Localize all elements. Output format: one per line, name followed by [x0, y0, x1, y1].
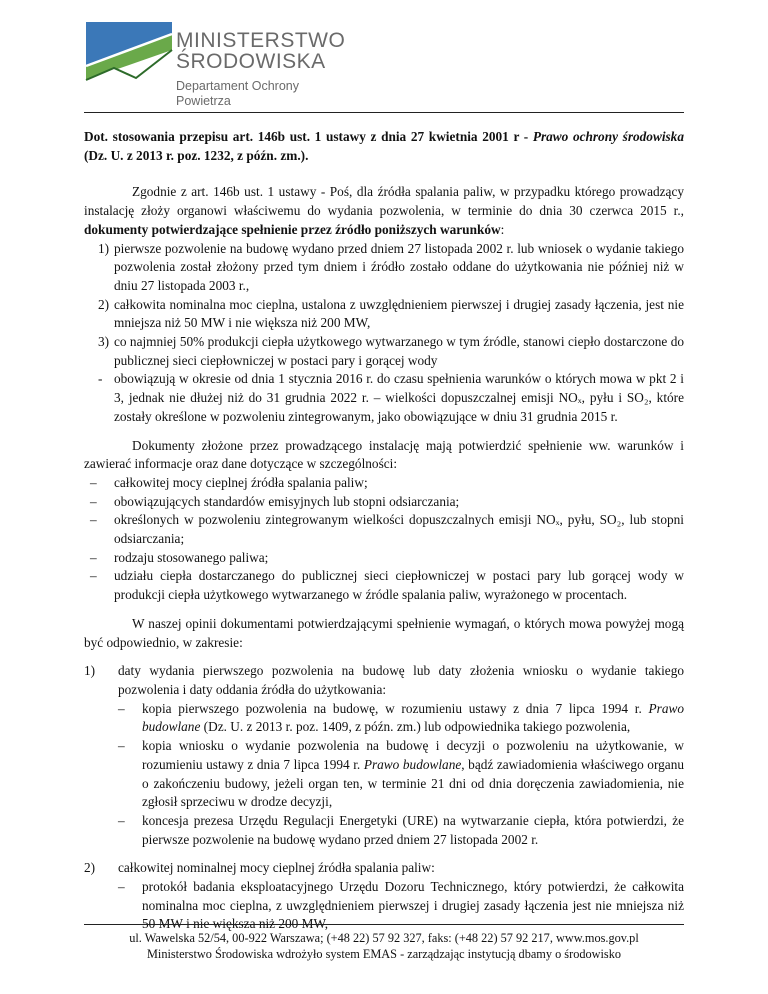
- documents-intro: Dokumenty złożone przez prowadzącego instalację mają potwierdzić spełnienie ww. warunków i zawierać informacje oraz dane dotyczące w szczególności:: [84, 437, 684, 472]
- list-item: [84, 549, 684, 568]
- list-item: [118, 700, 684, 737]
- intro-bold-text: dokumenty potwierdzające spełnienie przez źródło poniższych warunków: [84, 221, 501, 237]
- dash-marker: –: [90, 512, 97, 528]
- dash-marker: –: [90, 474, 97, 490]
- footer: [60, 930, 708, 962]
- act-title: Prawo budowlane: [363, 756, 462, 772]
- subject-text: Dot. stosowania przepisu art. 146b ust. 1 ustawy z dnia 27 kwietnia 2001 r -: [84, 129, 533, 144]
- intro-text: Zgodnie z art. 146b ust. 1 ustawy - Poś, dla źródła spalania paliw, w przypadku którego prowadzący instalację złoży organowi właściwemu do wydania pozwolenia, w terminie do dnia 30 czerwca 2015 r.,: [84, 184, 684, 219]
- list-item-text: udziału ciepła dostarczanego do publicznej sieci ciepłowniczej w postaci pary lub gorącej wody w produkcji ciepła użytkowego wytwarzanego w źródle spalania paliw, wyrażonego w procentach.: [114, 568, 684, 603]
- section-marker: 2): [84, 860, 96, 876]
- header-divider: [84, 112, 684, 113]
- list-item-text: określonych w pozwoleniu zintegrowanym wielkości dopuszczalnych emisji NOₓ, pyłu, SO₂, lub stopni odsiarczania;: [114, 512, 684, 547]
- list-item-text: kopia pierwszego pozwolenia na budowę, w rozumieniu ustawy z dnia 7 lipca 1994 r.: [142, 700, 649, 716]
- section-1-list: [118, 700, 684, 850]
- footer-address: ul. Wawelska 52/54, 00-922 Warszawa; (+48 22) 57 92 327, faks: (+48 22) 57 92 217, www.mos.gov.pl: [129, 931, 639, 945]
- list-item: [84, 240, 684, 296]
- list-item-text: kopia wniosku o wydanie pozwolenia na budowę i decyzji o pozwoleniu na użytkowanie, w rozumieniu ustawy z dnia 7 lipca 1994 r.: [142, 738, 684, 772]
- list-item: [84, 511, 684, 548]
- brand-block: [176, 30, 345, 109]
- list-item-text: całkowitej mocy cieplnej źródła spalania paliw;: [114, 474, 368, 490]
- org-name-line1: MINISTERSTWO: [176, 29, 346, 52]
- list-marker: 2): [98, 296, 110, 312]
- list-item: [84, 474, 684, 493]
- list-item-text: całkowita nominalna moc cieplna, ustalona z uwzględnieniem pierwszej i drugiej zasady łączenia, jest nie mniejsza niż 50 MW i nie większa niż 200 MW,: [114, 296, 684, 331]
- dash-marker: –: [118, 700, 125, 716]
- list-item-text: obowiązują w okresie od dnia 1 stycznia 2016 r. do czasu spełnienia warunków o których mowa w pkt 2 i 3, jednak nie dłużej niż do 31 grudnia 2022 r. – wielkości dopuszczalnej emisji NOₓ, pyłu i SO₂, które zostały określone w pozwoleniu zintegrowanym, jako obowiązujące w dniu 31 grudnia 2015 r.: [114, 371, 684, 424]
- subject-reference: (Dz. U. z 2013 r. poz. 1232, z późn. zm.).: [84, 147, 309, 163]
- list-item: [84, 296, 684, 333]
- subject-line: [84, 128, 684, 165]
- dash-marker: –: [118, 879, 125, 895]
- dash-marker: –: [118, 812, 125, 828]
- org-name-line2: ŚRODOWISKA: [176, 50, 326, 73]
- department-line2: Powietrza: [176, 94, 231, 108]
- section-title: daty wydania pierwszego pozwolenia na budowę lub daty złożenia wniosku o wydanie takiego pozwolenia i daty oddania źródła do użytkowania:: [118, 663, 684, 697]
- section-2-list: [118, 878, 684, 934]
- list-item-text: , bądź zawiadomienia właściwego organu o zakończeniu budowy, jeżeli organ ten, w terminie 21 dni od dnia doręczenia zawiadomienia, nie zgłosił sprzeciwu w drodze decyzji,: [142, 756, 684, 810]
- department-line1: Departament Ochrony: [176, 79, 299, 93]
- dash-marker: –: [90, 493, 97, 509]
- conditions-list: [84, 240, 684, 427]
- section-title: całkowitej nominalnej mocy cieplnej źródła spalania paliw:: [118, 860, 435, 876]
- list-item: [118, 878, 684, 934]
- intro-end: :: [500, 221, 505, 237]
- documents-list: [84, 474, 684, 605]
- list-marker: -: [98, 371, 103, 387]
- list-item: [84, 567, 684, 604]
- act-title: Prawo budowlane: [142, 700, 684, 735]
- list-item-text: pierwsze pozwolenie na budowę wydano przed dniem 27 listopada 2002 r. lub wniosek o wydanie takiego pozwolenia został złożony przed tym dniem i źródło zostało oddane do użytkowania nie później niż w dniu 27 listopada 2003 r.,: [114, 240, 684, 293]
- list-marker: 3): [98, 334, 110, 350]
- section-marker: 1): [84, 663, 96, 679]
- list-item-text: rodzaju stosowanego paliwa;: [114, 549, 269, 565]
- list-item-text: (Dz. U. z 2013 r. poz. 1409, z późn. zm.) lub odpowiednika takiego pozwolenia,: [200, 719, 631, 735]
- document-body: [84, 128, 684, 934]
- list-marker: 1): [98, 240, 110, 256]
- opinion-paragraph: W naszej opinii dokumentami potwierdzającymi spełnienie wymagań, o których mowa powyżej mogą być odpowiednio, w zakresie:: [84, 615, 684, 650]
- ministry-logo-icon: [84, 20, 174, 100]
- section-2: [84, 859, 684, 934]
- list-item-text: obowiązujących standardów emisyjnych lub stopni odsiarczania;: [114, 493, 460, 509]
- list-item-text: protokół badania eksploatacyjnego Urzędu Dozoru Technicznego, który potwierdzi, że całkowita nominalna moc cieplna, z uwzględnieniem pierwszej i drugiej zasady łączenia jest nie mniejsza niż 50 MW i nie większa niż 200 MW,: [142, 879, 684, 932]
- list-item-text: koncesja prezesa Urzędu Regulacji Energetyki (URE) na wytwarzanie ciepła, która potwierdzi, że pierwsze pozwolenie na budowę wydano przed dniem 27 listopada 2002 r.: [142, 812, 684, 847]
- list-item: [84, 493, 684, 512]
- list-item: [118, 812, 684, 849]
- footer-emas-note: Ministerstwo Środowiska wdrożyło system EMAS - zarządzając instytucją dbamy o środowisko: [146, 947, 622, 961]
- footer-divider: [84, 924, 684, 925]
- dash-marker: –: [90, 568, 97, 584]
- dash-marker: –: [90, 549, 97, 565]
- intro-paragraph: [84, 183, 684, 239]
- list-item: [84, 333, 684, 370]
- list-item: [118, 737, 684, 812]
- dash-marker: –: [118, 738, 125, 754]
- list-item-text: co najmniej 50% produkcji ciepła użytkowego wytwarzanego w tym źródle, stanowi ciepło dostarczone do publicznej sieci ciepłowniczej w postaci pary i gorącej wody: [114, 334, 684, 368]
- list-item: [84, 370, 684, 426]
- subject-act-title: Prawo ochrony środowiska: [532, 129, 684, 144]
- section-1: [84, 662, 684, 849]
